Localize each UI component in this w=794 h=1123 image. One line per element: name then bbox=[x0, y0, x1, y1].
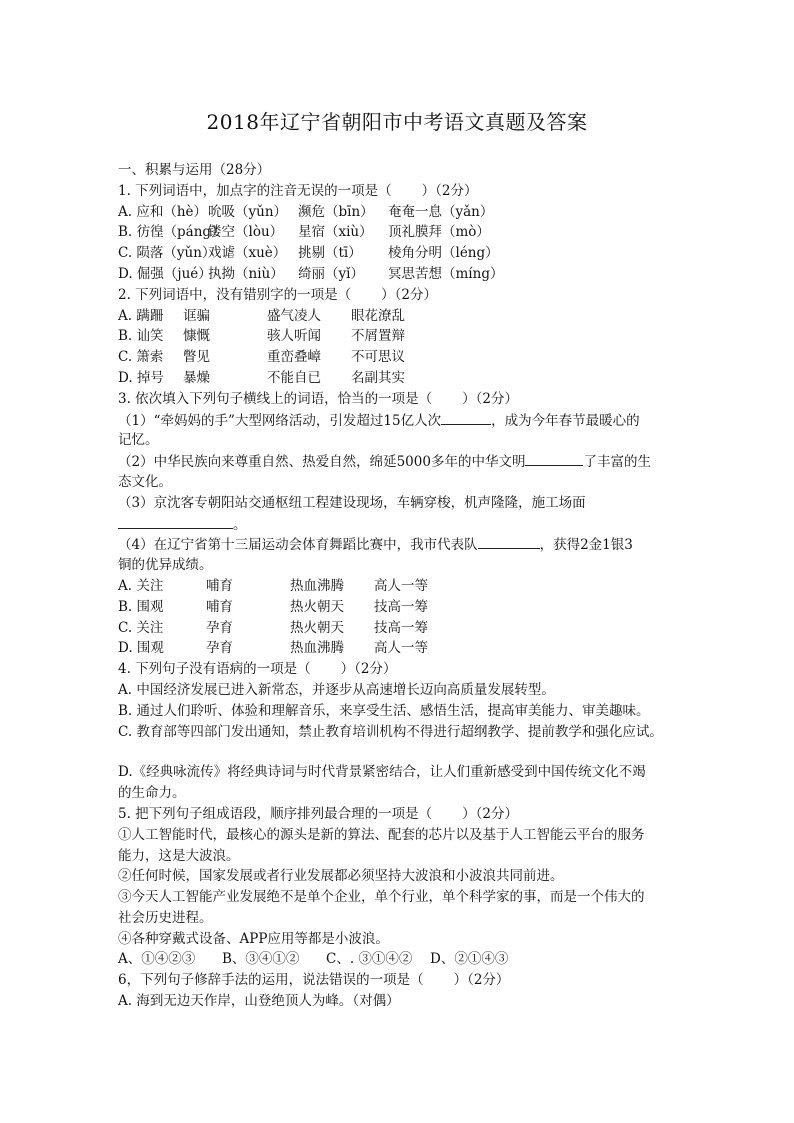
option-label: C、. ③①④② bbox=[326, 951, 413, 968]
fill-blank[interactable] bbox=[478, 534, 540, 549]
sentence-3: （3）京沈客专朝阳站交通枢纽工程建设现场，车辆穿梭，机声隆隆，施工场面 bbox=[118, 494, 586, 511]
sentence-text: 了丰富的生 bbox=[583, 454, 651, 471]
sentence-3: ③今天人工智能产业发展绝不是单个企业，单个行业，单个科学家的事，而是一个伟大的 bbox=[118, 889, 645, 906]
option-term: 奄奄一息（yǎn） bbox=[388, 203, 494, 220]
option-term: 热火朝天 bbox=[290, 619, 344, 636]
option-b: B. 通过人们聆听、体验和理解音乐，来享受生活、感悟生活，提高审美能力、审美趣味。 bbox=[118, 702, 650, 719]
option-label: B. 讪笑 bbox=[118, 328, 164, 345]
option-row bbox=[118, 576, 698, 597]
option-c: C. 教育部等四部门发出通知，禁止教育培训机构不得进行超纲教学、提前教学和强化应试。 bbox=[118, 723, 663, 740]
option-row bbox=[118, 264, 698, 285]
option-term: 骇人听闻 bbox=[267, 328, 321, 345]
sentence-1-cont: 能力，这是大波浪。 bbox=[118, 847, 240, 864]
option-term: 顶礼膜拜（mò） bbox=[388, 224, 490, 241]
option-term: 挑剔（tī） bbox=[298, 245, 362, 262]
option-label: A. 蹒跚 bbox=[118, 307, 164, 324]
option-term: 冥思苦想（míng） bbox=[388, 265, 504, 282]
question-5-stem bbox=[118, 804, 698, 825]
sentence-text: （4）在辽宁省第十三届运动会体育舞蹈比赛中，我市代表队 bbox=[118, 537, 478, 554]
option-label: C. 陨落（yǔn） bbox=[118, 245, 216, 262]
option-row bbox=[118, 597, 698, 618]
option-label: D. 掉号 bbox=[118, 369, 164, 386]
question-3-stem bbox=[118, 389, 698, 410]
option-term: 不能自已 bbox=[267, 369, 321, 386]
fill-blank[interactable] bbox=[118, 514, 233, 529]
question-4-stem bbox=[118, 659, 698, 680]
sentence-1: ①人工智能时代，最核心的源头是新的算法、配套的芯片以及基于人工智能云平台的服务 bbox=[118, 826, 645, 843]
option-label: B. 围观 bbox=[118, 598, 164, 615]
option-row bbox=[118, 368, 698, 389]
question-stem-text: 5. 把下列句子组成语段，顺序排列最合理的一项是（ bbox=[118, 805, 433, 822]
option-row bbox=[118, 638, 698, 659]
question-score: ）（2分） bbox=[340, 661, 397, 678]
option-row bbox=[118, 222, 698, 243]
option-label: C. 箫索 bbox=[118, 349, 164, 366]
option-term: 濒危（bīn） bbox=[298, 203, 374, 220]
option-label: D. 倔强（jué） bbox=[118, 265, 212, 282]
option-term: 镂空（lòu） bbox=[208, 224, 284, 241]
sentence-1-cont: 记忆。 bbox=[118, 432, 159, 449]
option-a: A. 中国经济发展已进入新常态，并逐步从高速增长迈向高质量发展转型。 bbox=[118, 681, 555, 698]
option-term: 高人一等 bbox=[374, 577, 428, 594]
option-term: 哺育 bbox=[206, 598, 233, 615]
option-label: B. 彷徨（páng） bbox=[118, 224, 225, 241]
sentence-text: ，获得2金1银3 bbox=[539, 537, 633, 554]
option-term: 诓骗 bbox=[183, 307, 210, 324]
sentence-3-cont: 社会历史进程。 bbox=[118, 909, 213, 926]
option-term: 热血沸腾 bbox=[290, 577, 344, 594]
option-label: C. 关注 bbox=[118, 619, 164, 636]
option-term: 不可思议 bbox=[351, 349, 405, 366]
option-d-cont: 的生命力。 bbox=[118, 785, 186, 802]
option-term: 眼花潦乱 bbox=[351, 307, 405, 324]
option-label: A. 应和（hè） bbox=[118, 203, 208, 220]
option-label: A、①④②③ bbox=[118, 951, 196, 968]
option-row bbox=[118, 326, 698, 347]
option-row bbox=[118, 306, 698, 327]
question-stem-text: 4. 下列句子没有语病的一项是（ bbox=[118, 661, 311, 678]
sentence-text: ，成为今年春节最暖心的 bbox=[491, 412, 640, 429]
option-row bbox=[118, 243, 698, 264]
question-1-stem bbox=[118, 181, 698, 202]
option-d: D.《经典咏流传》将经典诗词与时代背景紧密结合，让人们重新感受到中国传统文化不竭 bbox=[118, 764, 646, 781]
sentence-text: （1）“牵妈妈的手”大型网络活动，引发超过15亿人次 bbox=[118, 412, 442, 429]
sentence-4: ④各种穿戴式设备、APP应用等都是小波浪。 bbox=[118, 930, 389, 947]
option-term: 慷慨 bbox=[183, 328, 210, 345]
option-term: 技高一筹 bbox=[374, 598, 428, 615]
option-term: 绮丽（yǐ） bbox=[298, 265, 364, 282]
option-term: 热火朝天 bbox=[290, 598, 344, 615]
question-score: ）（2分） bbox=[462, 390, 519, 407]
option-term: 棱角分明（léng） bbox=[388, 245, 499, 262]
sentence-2-cont: 态文化。 bbox=[118, 473, 172, 490]
option-label: B、③④①② bbox=[222, 951, 300, 968]
option-term: 技高一筹 bbox=[374, 619, 428, 636]
sentence-2 bbox=[118, 451, 698, 472]
option-a: A. 海到无边天作岸，山登绝顶人为峰。（对偶） bbox=[118, 993, 400, 1010]
option-term: 执拗（niù） bbox=[208, 265, 284, 282]
fill-blank[interactable] bbox=[441, 410, 491, 425]
option-label: A. 关注 bbox=[118, 577, 164, 594]
sentence-2: ②任何时候，国家发展或者行业发展都必须坚持大波浪和小波浪共同前进。 bbox=[118, 868, 564, 885]
option-term: 吮吸（yǔn） bbox=[208, 203, 288, 220]
question-stem-text: 3. 依次填入下列句子横线上的词语，恰当的一项是（ bbox=[118, 390, 433, 407]
question-score: ）（2分） bbox=[453, 972, 510, 989]
option-row bbox=[118, 949, 698, 970]
option-term: 重峦叠嶂 bbox=[267, 349, 321, 366]
sentence-3-cont bbox=[118, 514, 698, 535]
question-stem-text: 2. 下列词语中，没有错别字的一项是（ bbox=[118, 286, 352, 303]
option-label: D. 围观 bbox=[118, 640, 164, 657]
question-stem-text: 6，下列句子修辞手法的运用，说法错误的一项是（ bbox=[118, 972, 424, 989]
option-term: 不屑置辩 bbox=[351, 328, 405, 345]
option-term: 戏谑（xuè） bbox=[208, 245, 287, 262]
sentence-4 bbox=[118, 534, 698, 555]
sentence-text: （2）中华民族向来尊重自然、热爱自然，绵延5000多年的中华文明 bbox=[118, 454, 526, 471]
spacer bbox=[118, 742, 698, 762]
option-label: D、②①④③ bbox=[430, 951, 509, 968]
option-term: 高人一等 bbox=[374, 640, 428, 657]
question-2-stem bbox=[118, 285, 698, 306]
question-score: ）（2分） bbox=[381, 286, 438, 303]
sentence-1 bbox=[118, 410, 698, 431]
option-row bbox=[118, 347, 698, 368]
document-body bbox=[118, 160, 698, 1012]
question-stem-text: 1. 下列词语中，加点字的注音无误的一项是（ bbox=[118, 182, 392, 199]
option-term: 孕育 bbox=[206, 640, 233, 657]
option-term: 暴燥 bbox=[183, 369, 210, 386]
option-term: 哺育 bbox=[206, 577, 233, 594]
option-term: 星宿（xiù） bbox=[298, 224, 373, 241]
option-term: 热血沸腾 bbox=[290, 640, 344, 657]
section-heading: 一、积累与运用（28分） bbox=[118, 162, 271, 178]
option-term: 名副其实 bbox=[351, 369, 405, 386]
question-score: ）（2分） bbox=[462, 805, 519, 822]
option-row bbox=[118, 618, 698, 639]
option-term: 孕育 bbox=[206, 619, 233, 636]
fill-blank[interactable] bbox=[525, 451, 583, 466]
question-6-stem bbox=[118, 970, 698, 991]
document-title: 2018年辽宁省朝阳市中考语文真题及答案 bbox=[206, 110, 588, 134]
sentence-text: 。 bbox=[233, 516, 247, 533]
question-score: ）（2分） bbox=[421, 182, 478, 199]
option-term: 瞥见 bbox=[183, 349, 210, 366]
option-term: 盛气凌人 bbox=[267, 307, 321, 324]
option-row bbox=[118, 202, 698, 223]
sentence-4-cont: 铜的优异成绩。 bbox=[118, 557, 213, 574]
